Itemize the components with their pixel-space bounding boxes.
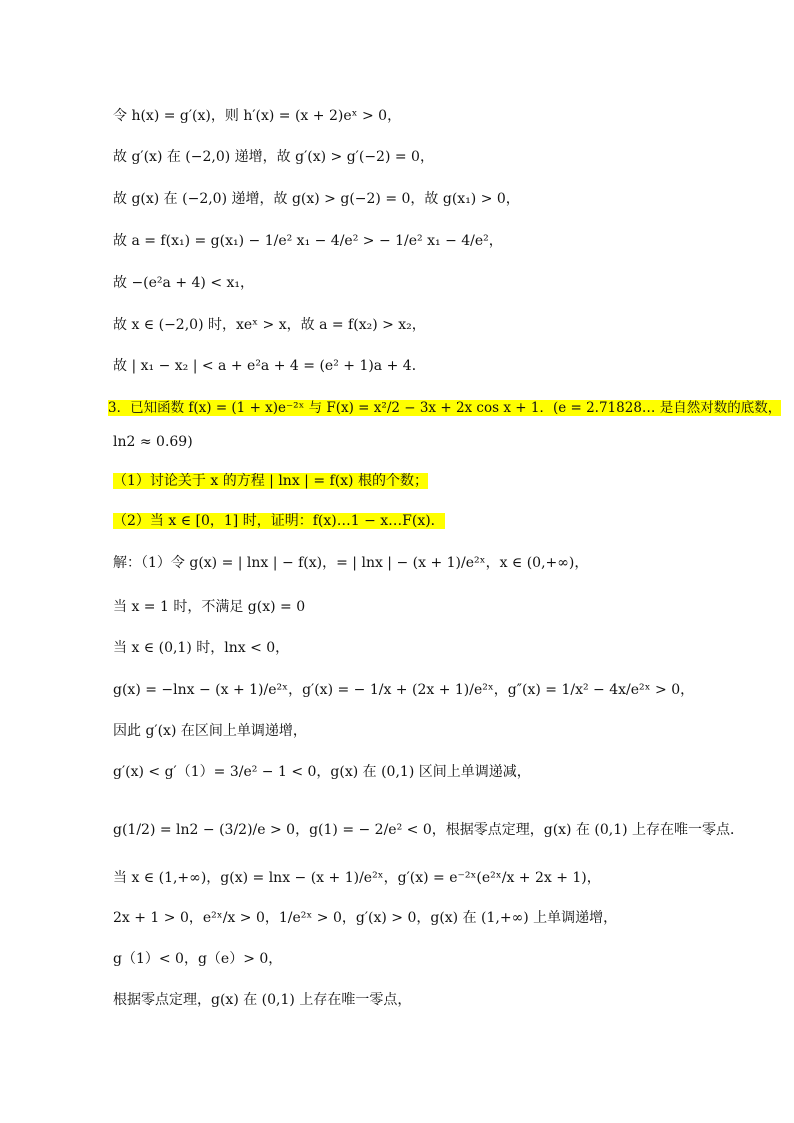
problem-3-continuation: ln2 ≈ 0.69) [113, 434, 193, 450]
solution-line-5: 因此 g′(x) 在区间上单调递增， [113, 723, 307, 739]
text-line-2: 故 g′(x) 在 (−2,0) 递增，故 g′(x) > g′(−2) = 0， [113, 149, 434, 165]
text-line-5: 故 −(e²a + 4) < x₁， [113, 275, 255, 291]
question-2 [113, 511, 724, 531]
solution-line-2: 当 x = 1 时，不满足 g(x) = 0 [113, 599, 306, 615]
question-1-text: （1）讨论关于 x 的方程 | lnx | = f(x) 根的个数； [113, 473, 428, 489]
text-line-1: 令 h(x) = g′(x)，则 h′(x) = (x + 2)eˣ > 0， [113, 108, 402, 124]
question-2-text: （2）当 x ∈ [0，1] 时，证明：f(x)…1 − x…F(x)． [113, 513, 445, 529]
solution-line-11: 根据零点定理，g(x) 在 (0,1) 上存在唯一零点， [113, 992, 412, 1008]
text-line-6: 故 x ∈ (−2,0) 时，xeˣ > x，故 a = f(x₂) > x₂， [113, 317, 426, 333]
text-line-7: 故 | x₁ − x₂ | < a + e²a + 4 = (e² + 1)a + 4． [113, 358, 426, 374]
solution-line-9: 2x + 1 > 0，e²ˣ/x > 0，1/e²ˣ > 0，g′(x) > 0，g(x) 在 (1,+∞) 上单调递增， [113, 910, 618, 926]
solution-line-6: g′(x) < g′（1）= 3/e² − 1 < 0，g(x) 在 (0,1) 区间上单调递减， [113, 764, 531, 780]
solution-line-3: 当 x ∈ (0,1) 时，lnx < 0， [113, 640, 290, 656]
problem-3-statement [108, 398, 782, 418]
text-line-4: 故 a = f(x₁) = g(x₁) − 1/e² x₁ − 4/e² > − 1/e² x₁ − 4/e²， [113, 233, 503, 249]
solution-line-1: 解：（1）令 g(x) = | lnx | − f(x)，= | lnx | − (x + 1)/e²ˣ，x ∈ (0,+∞)， [113, 555, 589, 571]
solution-line-8: 当 x ∈ (1,+∞)，g(x) = lnx − (x + 1)/e²ˣ，g′(x) = e⁻²ˣ(e²ˣ/x + 2x + 1)， [113, 870, 601, 886]
solution-line-10: g（1）< 0，g（e）> 0， [113, 951, 283, 967]
solution-line-4: g(x) = −lnx − (x + 1)/e²ˣ，g′(x) = − 1/x + (2x + 1)/e²ˣ，g″(x) = 1/x² − 4x/e²ˣ > 0， [113, 682, 695, 698]
solution-line-7: g(1/2) = ln2 − (3/2)/e > 0，g(1) = − 2/e² < 0，根据零点定理，g(x) 在 (0,1) 上存在唯一零点． [113, 822, 745, 838]
problem-3-text: 3．已知函数 f(x) = (1 + x)e⁻²ˣ 与 F(x) = x²/2 − 3x + 2x cos x + 1．(e = 2.71828… 是自然对数的底数， [108, 400, 782, 416]
text-line-3: 故 g(x) 在 (−2,0) 递增，故 g(x) > g(−2) = 0，故 g(x₁) > 0， [113, 191, 520, 207]
question-1 [113, 471, 724, 491]
